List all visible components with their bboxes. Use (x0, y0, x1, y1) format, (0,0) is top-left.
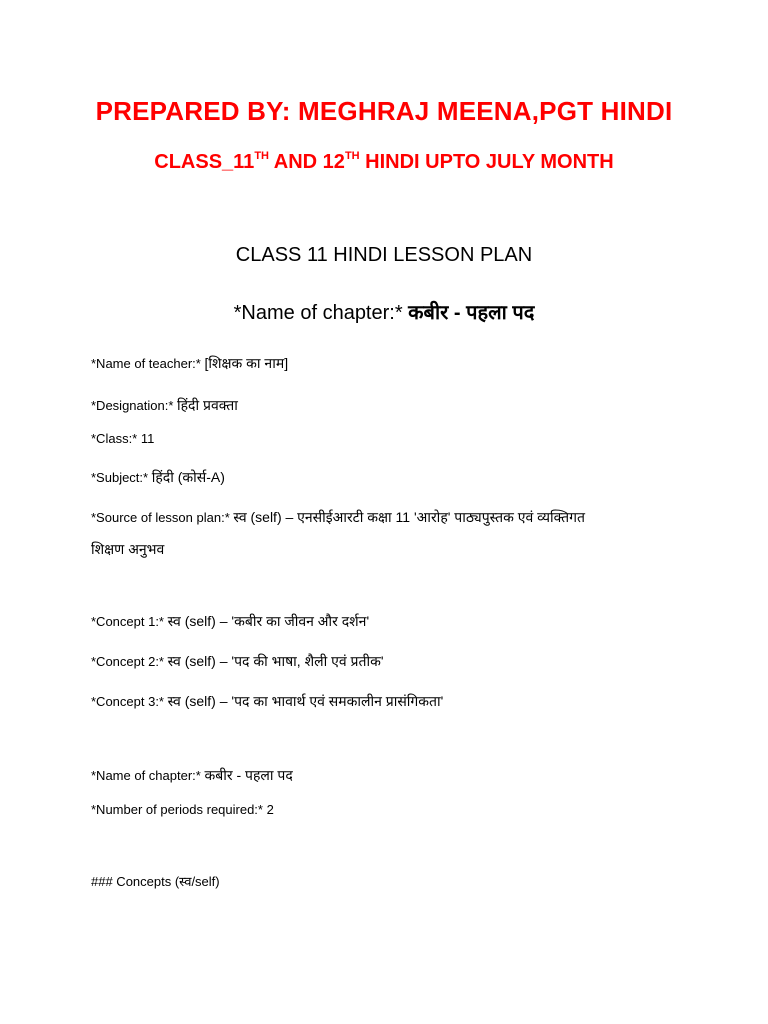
class-prefix: CLASS_11 (154, 151, 255, 173)
concept-1-line (91, 612, 369, 631)
class-suffix: HINDI UPTO JULY MONTH (359, 151, 614, 173)
designation-line (91, 396, 238, 415)
concept-2-value: स्व (self) – 'पद की भाषा, शैली एवं प्रतीक' (167, 653, 384, 669)
concepts-heading: ### Concepts (स्व/self) (91, 874, 220, 889)
chapter-heading (0, 298, 768, 325)
source-value-2: शिक्षण अनुभव (91, 541, 165, 557)
concept-3-value: स्व (self) – 'पद का भावार्थ एवं समकालीन प्रासंगिकता' (167, 693, 444, 709)
source-value-1: स्व (self) – एनसीईआरटी कक्षा 11 'आरोह' पाठ्यपुस्तक एवं व्यक्तिगत (233, 509, 586, 525)
chapter-value: कबीर - पहला पद (204, 767, 293, 783)
teacher-value: [शिक्षक का नाम] (204, 355, 289, 371)
subject-value: हिंदी (कोर्स-A) (151, 469, 225, 485)
and-12-text: AND 12 (268, 151, 345, 173)
concept-3-line (91, 692, 443, 711)
class-subheading (0, 150, 768, 174)
th-superscript-2: TH (344, 150, 360, 162)
subject-line (91, 468, 225, 487)
periods-label: *Number of periods required:* (91, 802, 267, 817)
source-line-continued (91, 540, 164, 559)
th-superscript-1: TH (254, 150, 269, 162)
prepared-by-heading: PREPARED BY: MEGHRAJ MEENA,PGT HINDI (95, 96, 673, 126)
periods-value: 2 (266, 802, 274, 817)
chapter-label: *Name of chapter:* (91, 768, 205, 783)
designation-label: *Designation:* (91, 398, 177, 413)
concept-1-label: *Concept 1:* (91, 614, 168, 629)
periods-line (91, 802, 274, 817)
lesson-plan-heading: CLASS 11 HINDI LESSON PLAN (235, 244, 533, 266)
chapter-heading-value: कबीर - पहला पद (408, 302, 535, 324)
concept-2-line (91, 652, 384, 671)
source-line (91, 508, 585, 527)
class-value: 11 (140, 431, 155, 446)
chapter-line (91, 766, 293, 785)
concept-2-label: *Concept 2:* (91, 654, 168, 669)
concept-3-label: *Concept 3:* (91, 694, 168, 709)
concept-1-value: स्व (self) – 'कबीर का जीवन और दर्शन' (167, 613, 370, 629)
teacher-label: *Name of teacher:* (91, 356, 205, 371)
subject-label: *Subject:* (91, 470, 152, 485)
teacher-line (91, 354, 288, 373)
class-line (91, 431, 154, 446)
source-label: *Source of lesson plan:* (91, 510, 234, 525)
chapter-heading-label: *Name of chapter:* (233, 302, 409, 324)
designation-value: हिंदी प्रवक्ता (177, 397, 238, 413)
class-label: *Class:* (91, 431, 141, 446)
